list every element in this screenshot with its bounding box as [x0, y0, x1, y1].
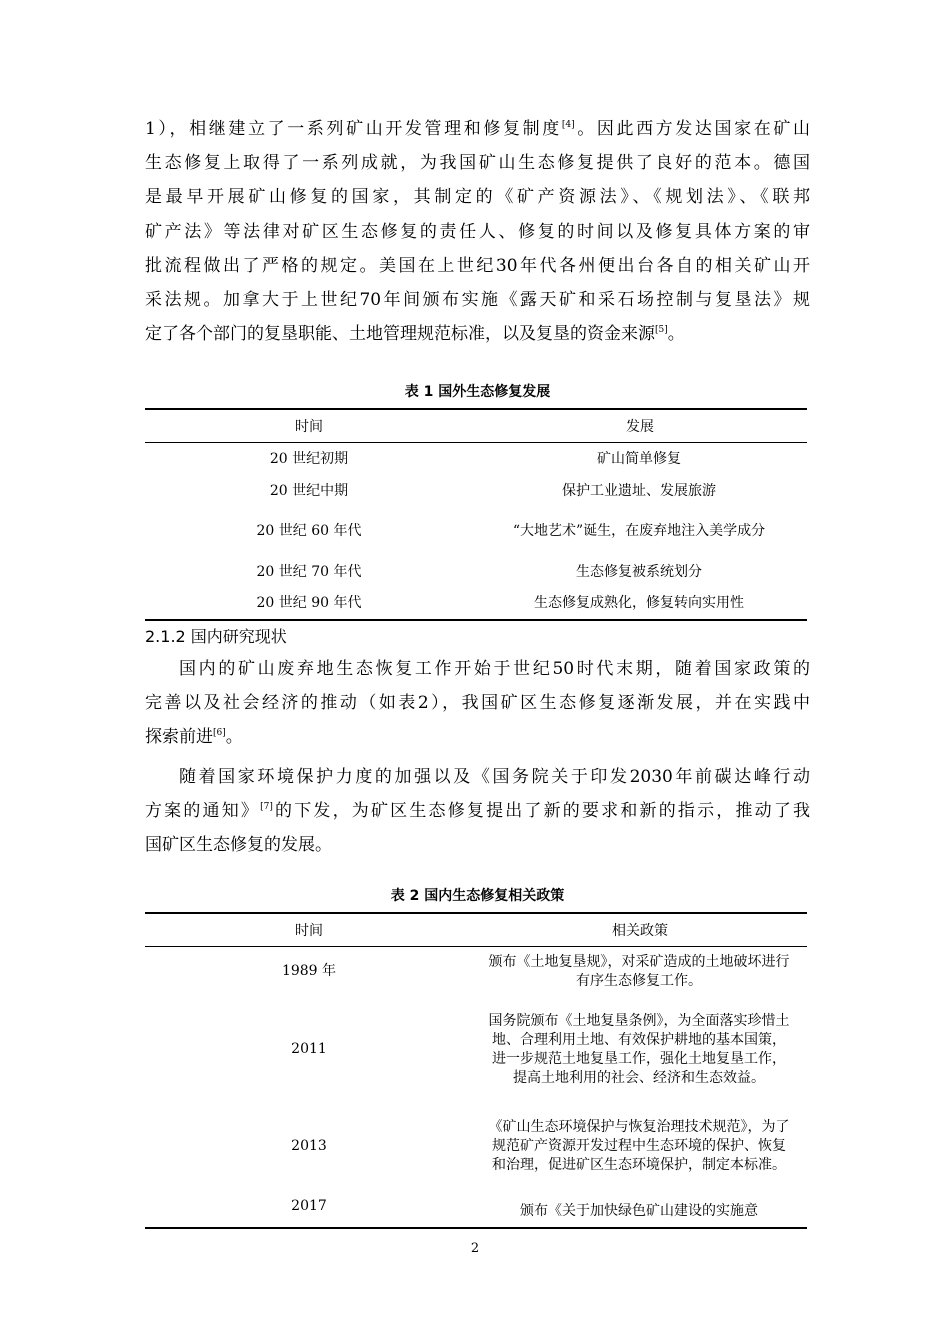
text-line: [145, 180, 810, 214]
text-segment: 。因此西方发达国家在矿山: [574, 119, 810, 139]
table2-cell-policy: 颁布《关于加快绿色矿山建设的实施意: [520, 1202, 758, 1219]
section-heading: 2.1.2 国内研究现状: [145, 627, 287, 646]
table-row: [145, 1103, 807, 1191]
table-row: [145, 558, 807, 588]
table2-cell-policy: 国务院颁布《土地复垦条例》，为全面落实珍惜土地、合理利用土地、有效保护耕地的基本国策，进一步规范土地复垦工作，强化土地复垦工作，提高土地利用的社会、经济和生态效益。: [488, 1012, 790, 1086]
text-segment: 矿产法》等法律对矿区生态修复的责任人、修复的时间以及修复具体方案的审: [145, 221, 810, 242]
text-line: [145, 794, 810, 828]
table1-cell-development: “大地艺术”诞生，在废弃地注入美学成分: [512, 523, 766, 539]
table2-caption: 表 2 国内生态修复相关政策: [390, 888, 565, 904]
table1-cell-time: 20 世纪中期: [269, 482, 349, 499]
table1-header-time: 时间: [295, 419, 323, 435]
text-segment: 。: [225, 727, 243, 748]
table2-cell-time: 1989 年: [281, 963, 337, 980]
table1-cell-time: 20 世纪 70 年代: [256, 564, 362, 580]
table1-cell-development: 生态修复被系统划分: [576, 564, 702, 580]
table1-cell-development: 生态修复成熟化，修复转向实用性: [534, 594, 744, 611]
table1-cell-time: 20 世纪 90 年代: [256, 594, 362, 611]
table1-foreign-restoration: [145, 408, 807, 621]
table-row: [145, 443, 807, 477]
text-line: [145, 720, 810, 754]
text-segment: 探索前进: [145, 727, 213, 748]
table1-cell-time: 20 世纪初期: [269, 451, 349, 468]
citation-ref: [4]: [561, 120, 575, 130]
table2-cell-policy: 《矿山生态环境保护与恢复治理技术规范》，为了规范矿产资源开发过程中生态环境的保护、恢复和治理，促进矿区生态环境保护，制定本标准。: [488, 1119, 790, 1173]
text-line: [145, 828, 810, 862]
text-line: [145, 317, 810, 351]
text-line: [145, 146, 810, 180]
table2-header-time: 时间: [295, 923, 323, 939]
table1-header-development: 发展: [626, 419, 654, 435]
text-segment: 定了各个部门的复垦职能、土地管理规范标准，以及复垦的资金来源: [145, 324, 655, 345]
text-segment: 是最早开展矿山修复的国家，其制定的《矿产资源法》、《规划法》、《联邦: [145, 187, 810, 208]
text-segment: 采法规。加拿大于上世纪70年间颁布实施《露天矿和采石场控制与复垦法》规: [145, 289, 810, 310]
table-row: [145, 947, 807, 997]
text-line: [145, 760, 810, 794]
table2-cell-policy: 颁布《土地复垦规》，对采矿造成的土地破坏进行有序生态修复工作。: [488, 953, 790, 989]
text-line: [145, 283, 810, 317]
page-number: 2: [470, 1241, 480, 1256]
text-line: [145, 249, 810, 283]
paragraph-policy: [145, 760, 810, 863]
table1-cell-time: 20 世纪 60 年代: [256, 523, 362, 539]
citation-ref: [5]: [655, 325, 668, 336]
table2-cell-time: 2011: [291, 1041, 327, 1057]
text-segment: 1），相继建立了一系列矿山开发管理和修复制度: [145, 119, 562, 139]
table1-cell-development: 保护工业遗址、发展旅游: [562, 482, 716, 499]
table-row: [145, 1191, 807, 1228]
citation-ref: [7]: [260, 802, 273, 813]
paragraph-domestic-overview: [145, 652, 810, 755]
citation-ref: [6]: [213, 728, 226, 739]
text-line: [145, 215, 810, 249]
text-segment: 随着国家环境保护力度的加强以及《国务院关于印发2030年前碳达峰行动: [179, 767, 810, 787]
table-row: [145, 477, 807, 506]
table-row: [145, 506, 807, 558]
paragraph-foreign-overview: [145, 112, 810, 351]
table-row: [145, 997, 807, 1103]
text-segment: 国内的矿山废弃地生态恢复工作开始于世纪50时代末期，随着国家政策的: [179, 659, 810, 679]
text-segment: 方案的通知》: [145, 801, 261, 822]
text-segment: 的下发，为矿区生态修复提出了新的要求和新的指示，推动了我: [272, 801, 811, 822]
text-line: [145, 686, 810, 720]
table2-cell-time: 2017: [291, 1197, 327, 1214]
text-line: [145, 652, 810, 686]
table2-domestic-policies: [145, 912, 807, 1229]
text-segment: 生态修复上取得了一系列成就，为我国矿山生态修复提供了良好的范本。德国: [145, 153, 810, 174]
text-segment: 国矿区生态修复的发展。: [145, 835, 332, 856]
text-segment: 完善以及社会经济的推动（如表2），我国矿区生态修复逐渐发展，并在实践中: [145, 693, 810, 714]
text-segment: 批流程做出了严格的规定。美国在上世纪30年代各州便出台各自的相关矿山开: [145, 255, 810, 276]
table1-caption: 表 1 国外生态修复发展: [404, 384, 551, 400]
table-row: [145, 588, 807, 620]
table1-cell-development: 矿山简单修复: [597, 451, 681, 468]
table2-header-policy: 相关政策: [612, 923, 668, 939]
text-line: [145, 112, 810, 146]
text-segment: 。: [667, 324, 685, 345]
table2-cell-time: 2013: [291, 1138, 327, 1154]
